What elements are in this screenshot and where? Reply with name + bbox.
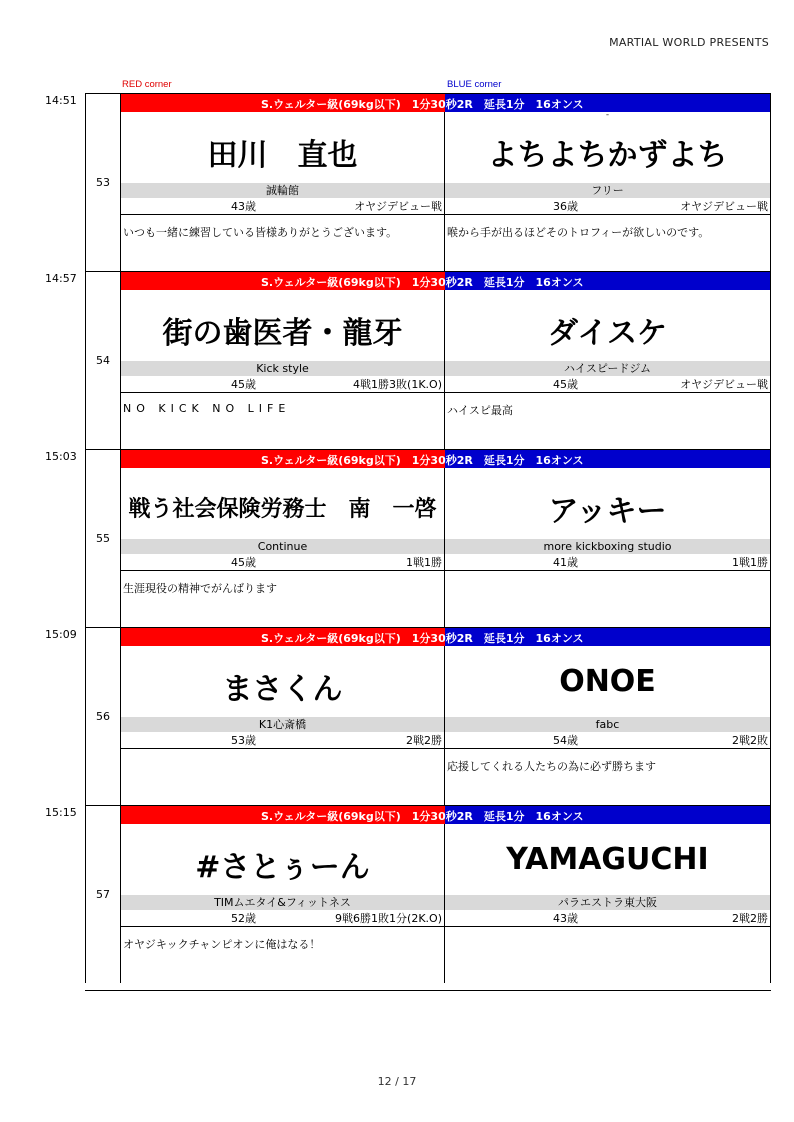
bout-time: 15:15 [45, 806, 77, 819]
fighter-age: 54歳 [553, 734, 578, 747]
fighter-stats [121, 732, 444, 749]
fighter-stats [121, 554, 444, 571]
bout-time: 14:51 [45, 94, 77, 107]
fighter-stats [445, 910, 770, 927]
red-fighter [121, 468, 445, 627]
red-fighter [121, 112, 445, 271]
fighter-record: 1戦1勝 [732, 556, 768, 569]
red-fighter [121, 824, 445, 983]
fighter-gym: パラエストラ東大阪 [445, 895, 770, 910]
weight-class-text: S.ウェルター級(69kg以下) 1分30秒2R 延長1分 16オンス [261, 454, 584, 467]
fighter-gym: Kick style [121, 361, 444, 376]
bout-number: 54 [96, 354, 110, 367]
fighter-gym: more kickboxing studio [445, 539, 770, 554]
bout-number-cell [85, 271, 120, 449]
fighter-gym: ハイスピードジム [445, 361, 770, 376]
fighter-comment: NO KICK NO LIFE [123, 402, 291, 415]
fighter-name: よちよちかずよち [487, 138, 728, 173]
bout-number: 53 [96, 176, 110, 189]
fighter-mark: - [605, 110, 610, 120]
fighter-name: ダイスケ [547, 316, 668, 351]
red-corner-label: RED corner [122, 79, 172, 90]
fighter-record: 2戦2勝 [732, 912, 768, 925]
weight-class-bar [121, 806, 770, 824]
fighter-stats [445, 554, 770, 571]
blue-fighter [445, 824, 770, 983]
weight-class-bar [121, 628, 770, 646]
bout-number-cell [85, 805, 120, 983]
fighter-age: 41歳 [553, 556, 578, 569]
fighter-age: 45歳 [231, 556, 256, 569]
bout-number: 56 [96, 710, 110, 723]
bout-row [0, 93, 794, 271]
fighter-record: 2戦2敗 [732, 734, 768, 747]
fighter-gym: TIMムエタイ&フィットネス [121, 895, 444, 910]
fighter-age: 53歳 [231, 734, 256, 747]
fighter-stats [445, 198, 770, 215]
fighter-record: オヤジデビュー戦 [680, 378, 768, 391]
fighter-age: 36歳 [553, 200, 578, 213]
fighter-name: #さとぅーん [195, 850, 370, 885]
bout-number: 55 [96, 532, 110, 545]
weight-class-text: S.ウェルター級(69kg以下) 1分30秒2R 延長1分 16オンス [261, 632, 584, 645]
fighter-comment: ハイスピ最高 [447, 404, 513, 417]
fighter-name: ONOE [559, 664, 656, 699]
fighter-comment: オヤジキックチャンピオンに俺はなる！ [123, 938, 321, 951]
bout-row [0, 805, 794, 983]
weight-class-text: S.ウェルター級(69kg以下) 1分30秒2R 延長1分 16オンス [261, 810, 584, 823]
fighter-age: 45歳 [553, 378, 578, 391]
fighter-record: 4戦1勝3敗(1K.O) [353, 378, 442, 391]
page-number: 12 / 17 [377, 1075, 417, 1088]
fighter-record: 1戦1勝 [406, 556, 442, 569]
fighter-age: 45歳 [231, 378, 256, 391]
bout-list [0, 93, 794, 983]
bout-time: 15:09 [45, 628, 77, 641]
fighter-gym: Continue [121, 539, 444, 554]
weight-class-bar [121, 450, 770, 468]
fighter-name: YAMAGUCHI [506, 842, 709, 877]
bout-grid [120, 93, 771, 271]
fighter-gym: fabc [445, 717, 770, 732]
presents-label: MARTIAL WORLD PRESENTS [609, 36, 769, 49]
blue-fighter [445, 646, 770, 805]
fighter-stats [445, 732, 770, 749]
fighter-stats [445, 376, 770, 393]
weight-class-bar [121, 272, 770, 290]
fighter-stats [121, 198, 444, 215]
fighter-age: 43歳 [553, 912, 578, 925]
bout-row [0, 627, 794, 805]
bout-grid [120, 627, 771, 805]
fighter-name: 田川 直也 [207, 138, 358, 173]
bout-row [0, 449, 794, 627]
fighter-stats [121, 910, 444, 927]
weight-class-text: S.ウェルター級(69kg以下) 1分30秒2R 延長1分 16オンス [261, 276, 584, 289]
bout-number-cell [85, 449, 120, 627]
fighter-record: オヤジデビュー戦 [354, 200, 442, 213]
bout-number-cell [85, 627, 120, 805]
fighter-age: 52歳 [231, 912, 256, 925]
fighter-comment: 喉から手が出るほどそのトロフィーが欲しいのです。 [447, 226, 710, 239]
fighter-gym: K1心斎橋 [121, 717, 444, 732]
fighter-age: 43歳 [231, 200, 256, 213]
fighter-record: オヤジデビュー戦 [680, 200, 768, 213]
blue-fighter [445, 112, 770, 271]
fighter-record: 2戦2勝 [406, 734, 442, 747]
blue-corner-label: BLUE corner [447, 79, 502, 90]
fighter-name: アッキー [548, 494, 667, 529]
blue-fighter [445, 290, 770, 449]
bout-grid [120, 271, 771, 449]
bout-time: 15:03 [45, 450, 77, 463]
bout-time: 14:57 [45, 272, 77, 285]
bout-number-cell [85, 93, 120, 271]
fighter-name: 街の歯医者・龍牙 [162, 316, 403, 351]
bout-grid [120, 805, 771, 983]
fighter-gym: 誠輪館 [121, 183, 444, 198]
weight-class-text: S.ウェルター級(69kg以下) 1分30秒2R 延長1分 16オンス [261, 98, 584, 111]
red-fighter [121, 646, 445, 805]
bout-number: 57 [96, 888, 110, 901]
fighter-gym: フリー [445, 183, 770, 198]
fighter-record: 9戦6勝1敗1分(2K.O) [335, 912, 442, 925]
bout-grid [120, 449, 771, 627]
bout-row [0, 271, 794, 449]
fighter-name: まさくん [222, 672, 343, 707]
red-fighter [121, 290, 445, 449]
table-bottom-border [85, 990, 771, 991]
fighter-comment: いつも一緒に練習している皆様ありがとうございます。 [123, 226, 398, 239]
fighter-name: 戦う社会保険労務士 南 一啓 [128, 497, 437, 522]
fighter-comment: 応援してくれる人たちの為に必ず勝ちます [447, 760, 656, 773]
blue-fighter [445, 468, 770, 627]
fighter-comment: 生涯現役の精神でがんばります [123, 582, 277, 595]
fighter-stats [121, 376, 444, 393]
